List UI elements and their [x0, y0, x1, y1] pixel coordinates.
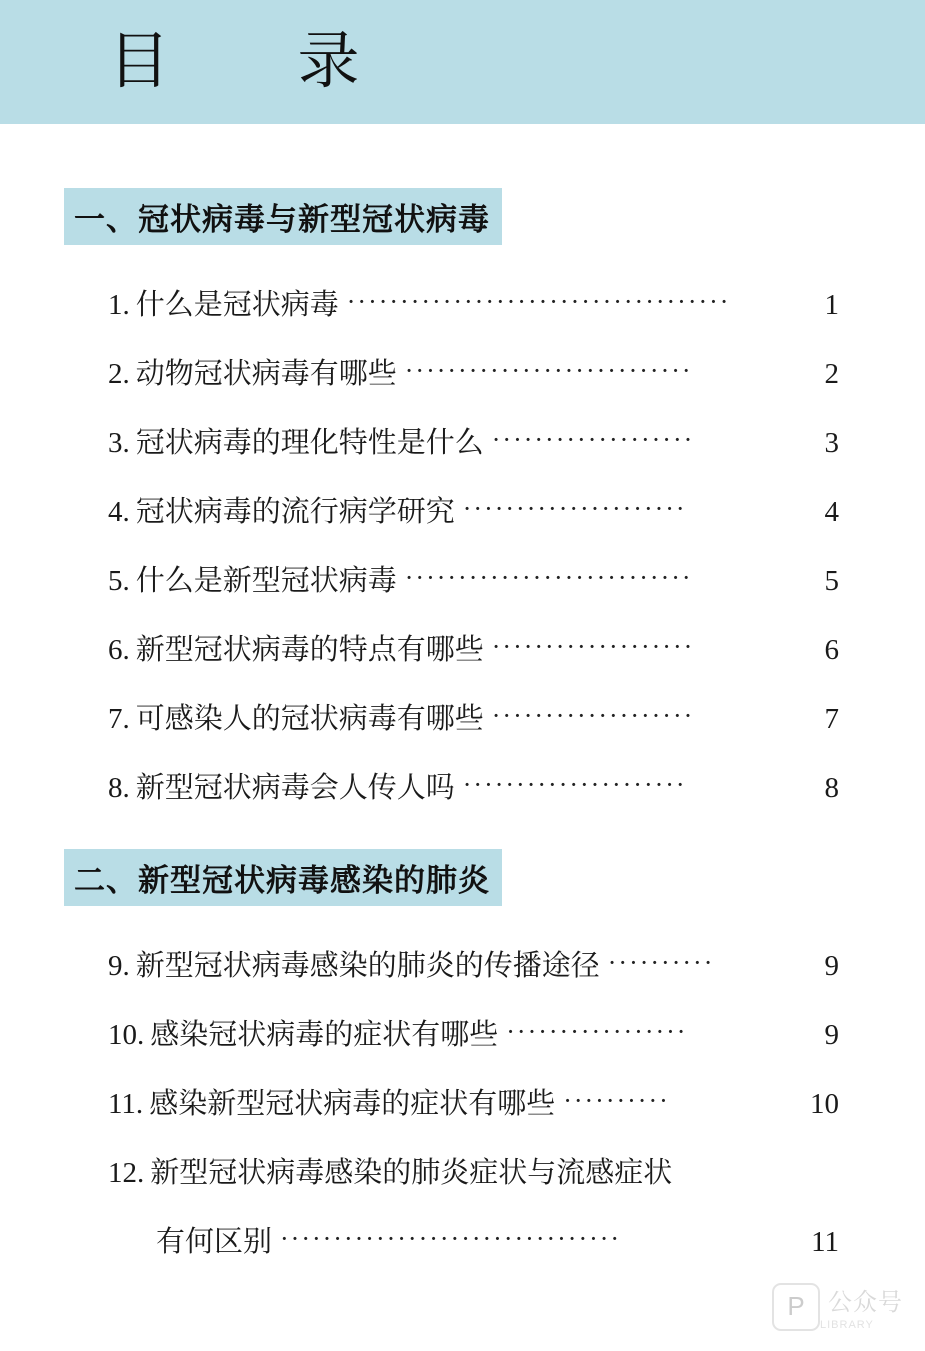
- toc-entry[interactable]: [60, 1159, 845, 1257]
- toc-entry-label: 动物冠状病毒有哪些: [135, 358, 397, 390]
- toc-entry[interactable]: [60, 952, 845, 981]
- toc-entry-line-2: [108, 1228, 839, 1257]
- toc-section-1: [60, 188, 845, 803]
- toc-leader-dots: ·····················: [462, 496, 687, 522]
- toc-entry[interactable]: [60, 498, 845, 527]
- toc-entry-label: 冠状病毒的理化特性是什么: [135, 427, 484, 459]
- toc-entry[interactable]: [60, 1021, 845, 1050]
- toc-entry-page: 3: [824, 427, 839, 459]
- toc-entry-number: 10.: [108, 1019, 145, 1051]
- toc-entry-label: 新型冠状病毒会人传人吗: [135, 772, 455, 804]
- toc-entry-number: 1.: [108, 289, 130, 321]
- toc-list-2: [60, 952, 845, 1257]
- watermark-subtext: LIBRARY: [820, 1319, 874, 1331]
- toc-entry[interactable]: [60, 429, 845, 458]
- toc-leader-dots: ···················: [491, 427, 695, 453]
- section-heading-2: 二、新型冠状病毒感染的肺炎: [64, 849, 502, 906]
- toc-entry-line-1: [108, 1159, 839, 1188]
- toc-entry-page: 10: [810, 1088, 839, 1120]
- toc-entry-label: 新型冠状病毒的特点有哪些: [135, 634, 484, 666]
- toc-entry-number: 2.: [108, 358, 130, 390]
- toc-entry[interactable]: [60, 291, 845, 320]
- toc-list-1: [60, 291, 845, 803]
- toc-entry-label: 什么是冠状病毒: [135, 289, 339, 321]
- toc-leader-dots: ·····················: [462, 772, 687, 798]
- toc-entry-label: 什么是新型冠状病毒: [135, 565, 397, 597]
- toc-entry-number: 7.: [108, 703, 130, 735]
- toc-leader-dots: ···························: [404, 565, 693, 591]
- toc-leader-dots: ·················: [506, 1019, 688, 1045]
- toc-entry[interactable]: [60, 774, 845, 803]
- toc-entry-number: 6.: [108, 634, 130, 666]
- section-heading-1: 一、冠状病毒与新型冠状病毒: [64, 188, 502, 245]
- toc-entry-number: 4.: [108, 496, 130, 528]
- toc-entry-page: 2: [824, 358, 839, 390]
- toc-leader-dots: ····································: [346, 289, 731, 315]
- toc-entry-label: 感染冠状病毒的症状有哪些: [150, 1019, 499, 1051]
- toc-entry-page: 9: [824, 950, 839, 982]
- toc-entry-number: 11.: [108, 1088, 144, 1120]
- toc-section-2: [60, 849, 845, 1257]
- page-title: 目 录: [108, 28, 416, 96]
- toc-leader-dots: ···················: [491, 634, 695, 660]
- toc-entry-page: 1: [824, 289, 839, 321]
- toc-entry-label: 新型冠状病毒感染的肺炎症状与流感症状: [150, 1157, 673, 1189]
- toc-leader-dots: ···························: [404, 358, 693, 384]
- toc-entry-page: 4: [824, 496, 839, 528]
- toc-leader-dots: ································: [280, 1226, 622, 1252]
- toc-entry-label: 冠状病毒的流行病学研究: [135, 496, 455, 528]
- toc-leader-dots: ··········: [607, 950, 715, 976]
- watermark: [772, 1282, 903, 1331]
- watermark-text: 公众号: [828, 1289, 903, 1316]
- toc-entry-number: 3.: [108, 427, 130, 459]
- toc-entry[interactable]: [60, 360, 845, 389]
- toc-entry-number: 12.: [108, 1157, 145, 1189]
- toc-entry-page: 8: [824, 772, 839, 804]
- toc-entry-page: 6: [824, 634, 839, 666]
- toc-entry-page: 5: [824, 565, 839, 597]
- toc-entry[interactable]: [60, 705, 845, 734]
- toc-leader-dots: ··········: [563, 1088, 670, 1114]
- watermark-badge-icon: P: [772, 1283, 820, 1331]
- toc-entry-label-continued: 有何区别: [156, 1226, 273, 1258]
- toc-entry-label: 感染新型冠状病毒的症状有哪些: [149, 1088, 556, 1120]
- page-header-banner: [0, 0, 925, 124]
- toc-entry-page: 11: [811, 1226, 839, 1258]
- toc-entry[interactable]: [60, 1090, 845, 1119]
- toc-leader-dots: ···················: [491, 703, 695, 729]
- toc-entry[interactable]: [60, 636, 845, 665]
- toc-content: [0, 188, 925, 1257]
- toc-entry-label: 可感染人的冠状病毒有哪些: [135, 703, 484, 735]
- toc-entry-page: 9: [824, 1019, 839, 1051]
- toc-entry-number: 9.: [108, 950, 130, 982]
- toc-entry-label: 新型冠状病毒感染的肺炎的传播途径: [135, 950, 600, 982]
- toc-entry-number: 8.: [108, 772, 130, 804]
- toc-entry-number: 5.: [108, 565, 130, 597]
- toc-entry[interactable]: [60, 567, 845, 596]
- toc-entry-page: 7: [824, 703, 839, 735]
- watermark-text-group: [820, 1282, 903, 1331]
